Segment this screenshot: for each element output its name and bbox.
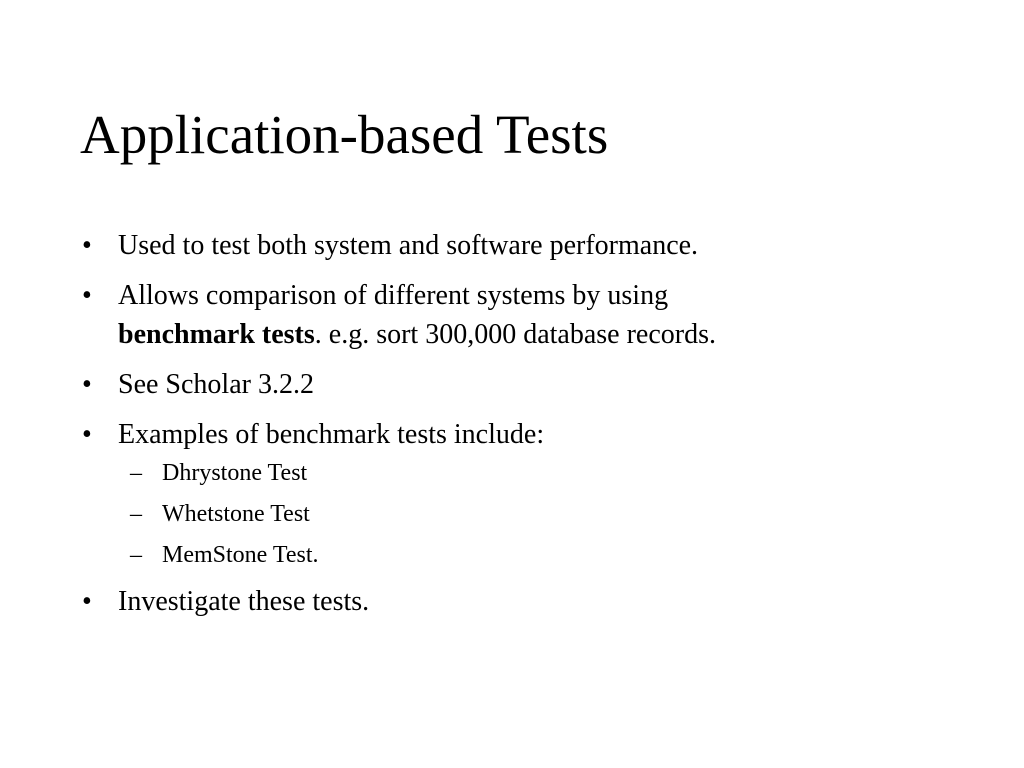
sub-bullet-marker: –	[130, 460, 142, 486]
sub-bullet-item	[118, 458, 960, 489]
sub-bullet-item	[118, 540, 960, 571]
bullet-text: Allows comparison of different systems by using	[118, 280, 669, 311]
sub-bullet-marker: –	[130, 501, 142, 527]
bullet-marker: •	[82, 419, 92, 450]
bullet-list	[80, 226, 960, 632]
bullet-text: Examples of benchmark tests include:	[118, 419, 545, 450]
bullet-text: Investigate these tests.	[118, 586, 370, 617]
bullet-item	[80, 226, 960, 265]
sub-bullet-text: MemStone Test.	[162, 542, 319, 568]
bullet-marker: •	[82, 586, 92, 617]
sub-bullet-text: Dhrystone Test	[162, 460, 308, 486]
bullet-marker: •	[82, 280, 92, 311]
bullet-text: See Scholar 3.2.2	[118, 369, 314, 400]
bullet-item	[80, 415, 960, 571]
bullet-item	[80, 365, 960, 404]
bullet-item	[80, 276, 960, 354]
sub-bullet-list	[118, 458, 960, 571]
sub-bullet-item	[118, 499, 960, 530]
bullet-marker: •	[82, 369, 92, 400]
bullet-text: Used to test both system and software performance.	[118, 230, 699, 261]
bullet-bold-term: benchmark tests	[118, 319, 315, 350]
sub-bullet-text: Whetstone Test	[162, 501, 310, 527]
sub-bullet-marker: –	[130, 542, 142, 568]
bullet-item	[80, 582, 960, 621]
bullet-text: . e.g. sort 300,000 database records.	[314, 319, 716, 350]
bullet-marker: •	[82, 230, 92, 261]
slide-title: Application-based Tests	[80, 104, 609, 165]
